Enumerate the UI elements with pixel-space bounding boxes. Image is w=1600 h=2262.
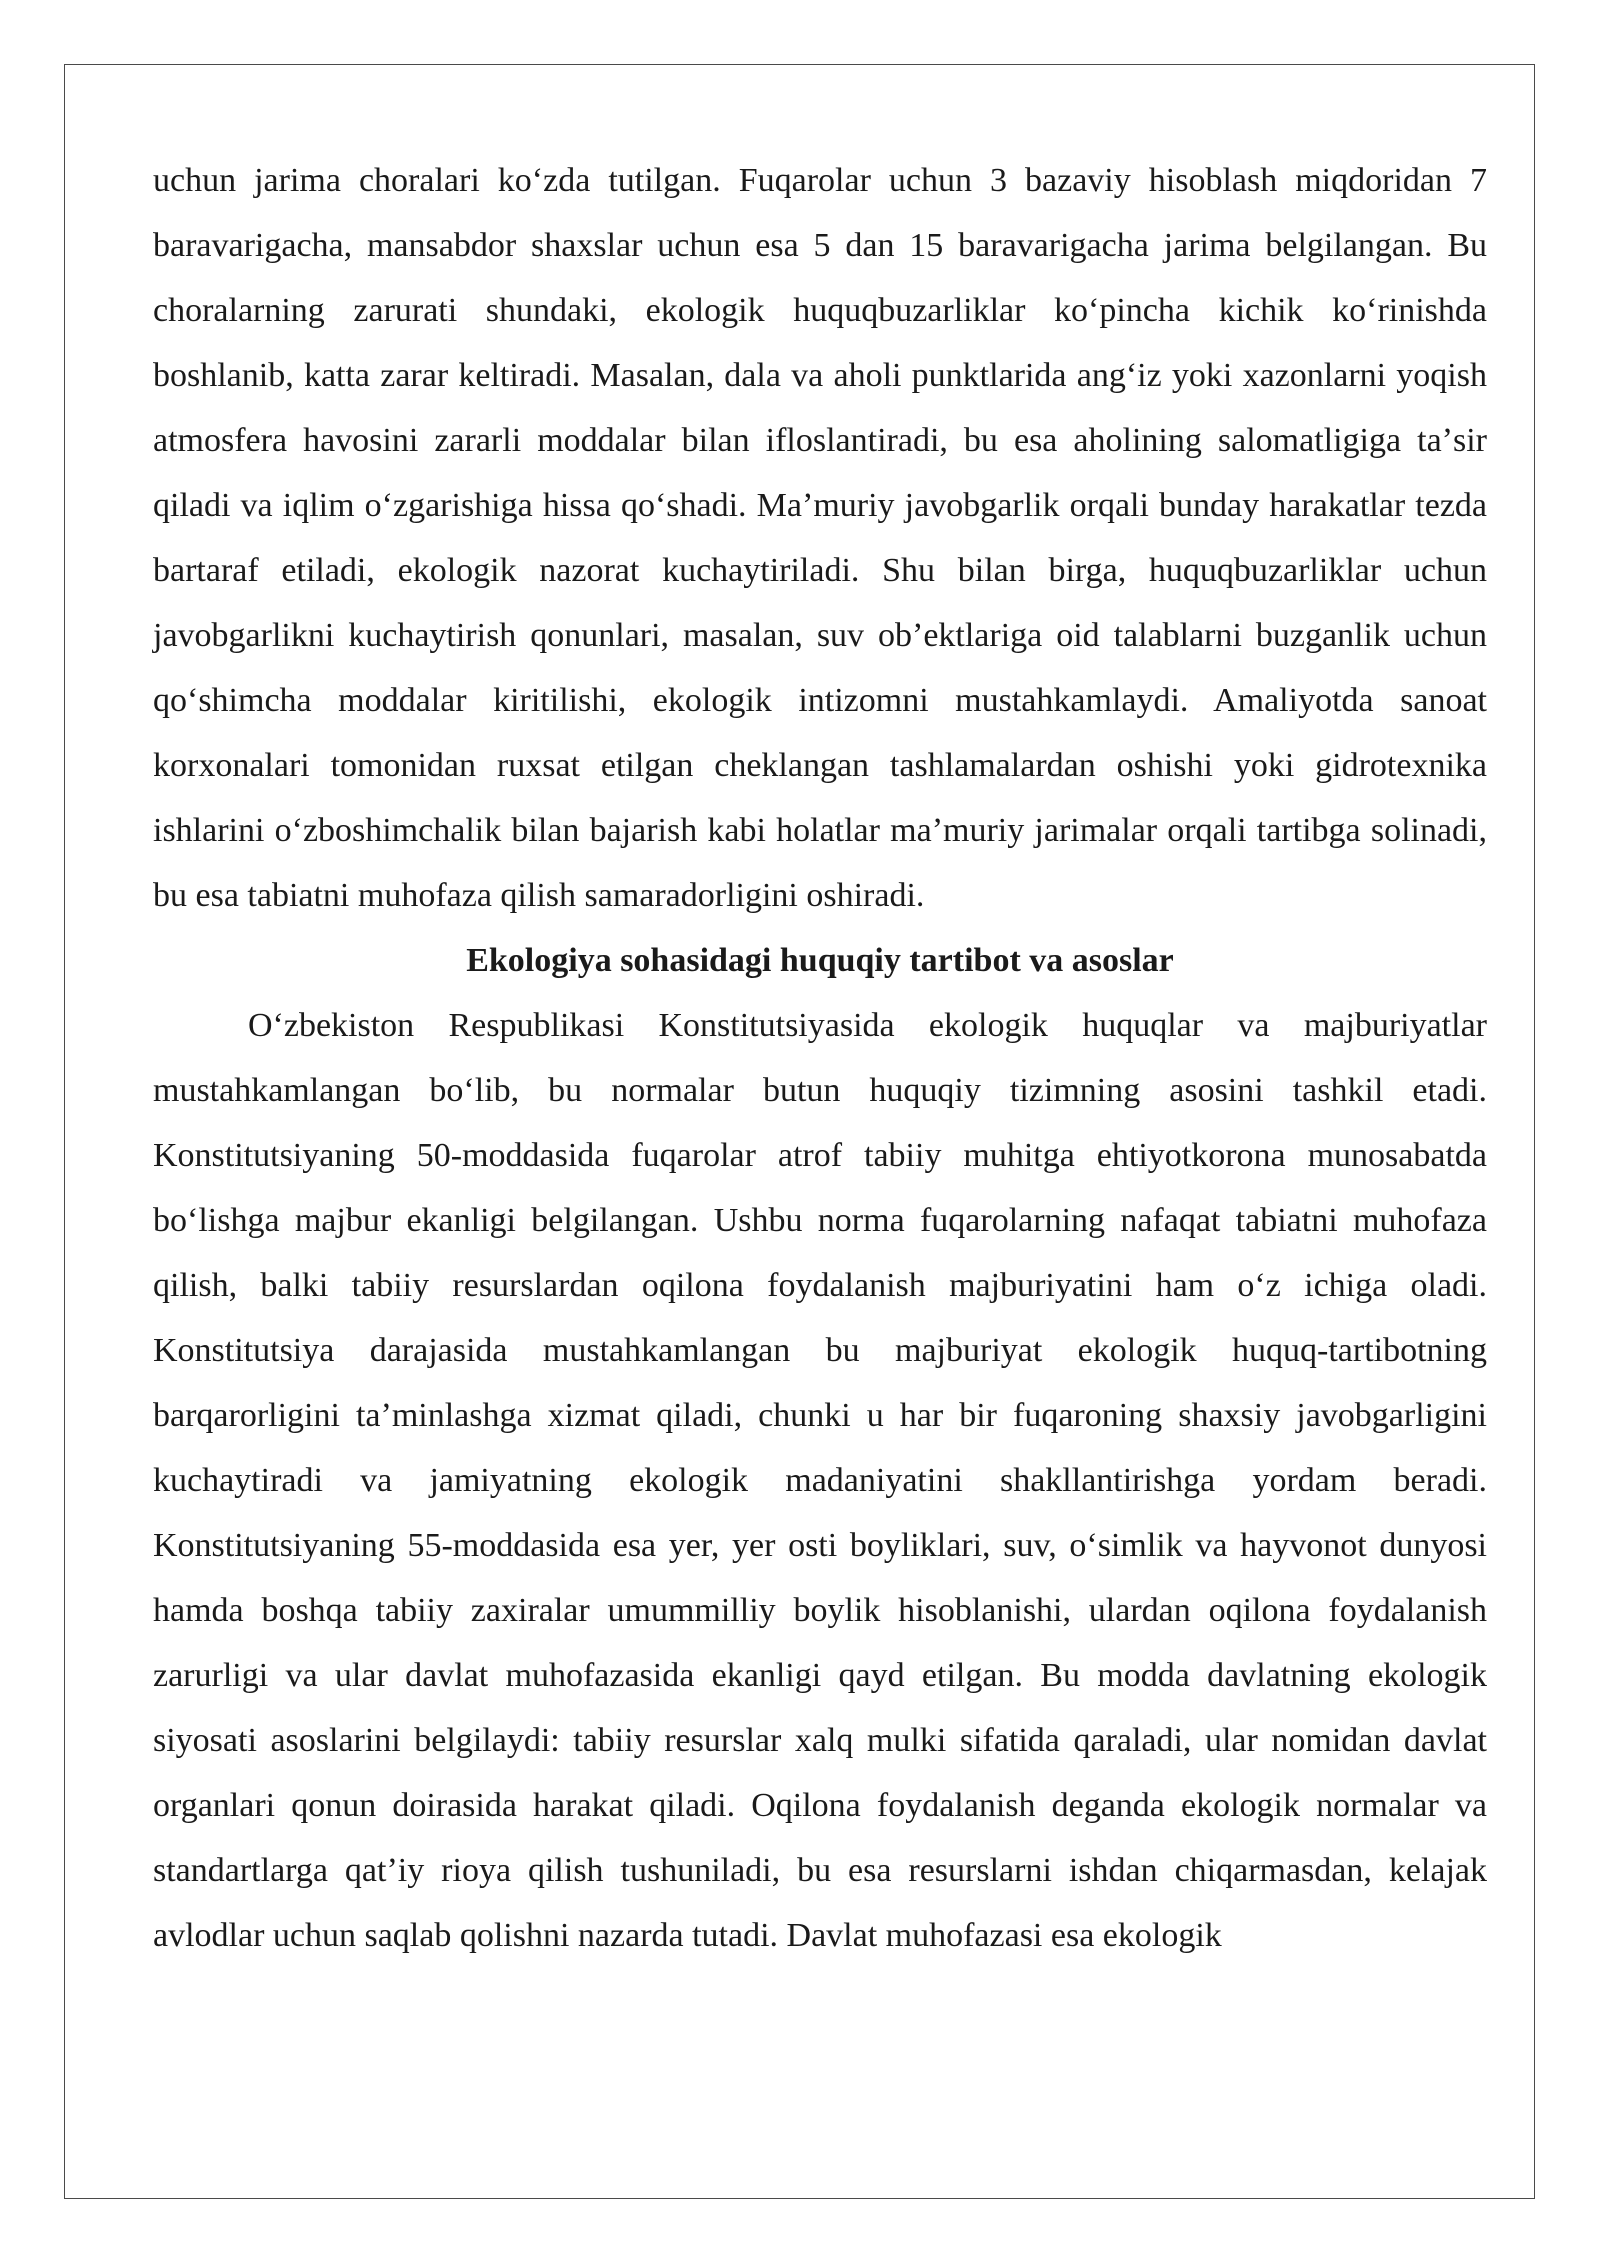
document-body — [153, 148, 1487, 1968]
section-heading: Ekologiya sohasidagi huquqiy tartibot va asoslar — [466, 942, 1174, 979]
body-paragraph: uchun jarima choralari koʻzda tutilgan. Fuqarolar uchun 3 bazaviy hisoblash miqdoridan 7 baravarigacha, mansabdor shaxslar uchun esa 5 dan 15 baravarigacha jarima belgilangan. Bu choralarning zarurati shundaki, ekologik huquqbuzarliklar koʻpincha kichik koʻrinishda boshlanib, katta zarar keltiradi. Masalan, dala va aholi punktlarida angʻiz yoki xazonlarni yoqish atmosfera havosini zararli moddalar bilan ifloslantiradi, bu esa aholining salomatligiga taʼsir qiladi va iqlim oʻzgarishiga hissa qoʻshadi. Maʼmuriy javobgarlik orqali bunday harakatlar tezda bartaraf etiladi, ekologik nazorat kuchaytiriladi. Shu bilan birga, huquqbuzarliklar uchun javobgarlikni kuchaytirish qonunlari, masalan, suv obʼektlariga oid talablarni buzganlik uchun qoʻshimcha moddalar kiritilishi, ekologik intizomni mustahkamlaydi. Amaliyotda sanoat korxonalari tomonidan ruxsat etilgan cheklangan tashlamalardan oshishi yoki gidrotexnika ishlarini oʻzboshimchalik bilan bajarish kabi holatlar maʼmuriy jarimalar orqali tartibga solinadi, bu esa tabiatni muhofaza qilish samaradorligini oshiradi. — [153, 162, 1487, 914]
body-paragraph: Oʻzbekiston Respublikasi Konstitutsiyasida ekologik huquqlar va majburiyatlar mustahkamlangan boʻlib, bu normalar butun huquqiy tizimning asosini tashkil etadi. Konstitutsiyaning 50-moddasida fuqarolar atrof tabiiy muhitga ehtiyotkorona munosabatda boʻlishga majbur ekanligi belgilangan. Ushbu norma fuqarolarning nafaqat tabiatni muhofaza qilish, balki tabiiy resurslardan oqilona foydalanish majburiyatini ham oʻz ichiga oladi. Konstitutsiya darajasida mustahkamlangan bu majburiyat ekologik huquq-tartibotning barqarorligini taʼminlashga xizmat qiladi, chunki u har bir fuqaroning shaxsiy javobgarligini kuchaytiradi va jamiyatning ekologik madaniyatini shakllantirishga yordam beradi. Konstitutsiyaning 55-moddasida esa yer, yer osti boyliklari, suv, oʻsimlik va hayvonot dunyosi hamda boshqa tabiiy zaxiralar umummilliy boylik hisoblanishi, ulardan oqilona foydalanish zarurligi va ular davlat muhofazasida ekanligi qayd etilgan. Bu modda davlatning ekologik siyosati asoslarini belgilaydi: tabiiy resurslar xalq mulki sifatida qaraladi, ular nomidan davlat organlari qonun doirasida harakat qiladi. Oqilona foydalanish deganda ekologik normalar va standartlarga qatʼiy rioya qilish tushuniladi, bu esa resurslarni ishdan chiqarmasdan, kelajak avlodlar uchun saqlab qolishni nazarda tutadi. Davlat muhofazasi esa ekologik — [153, 1007, 1487, 1954]
